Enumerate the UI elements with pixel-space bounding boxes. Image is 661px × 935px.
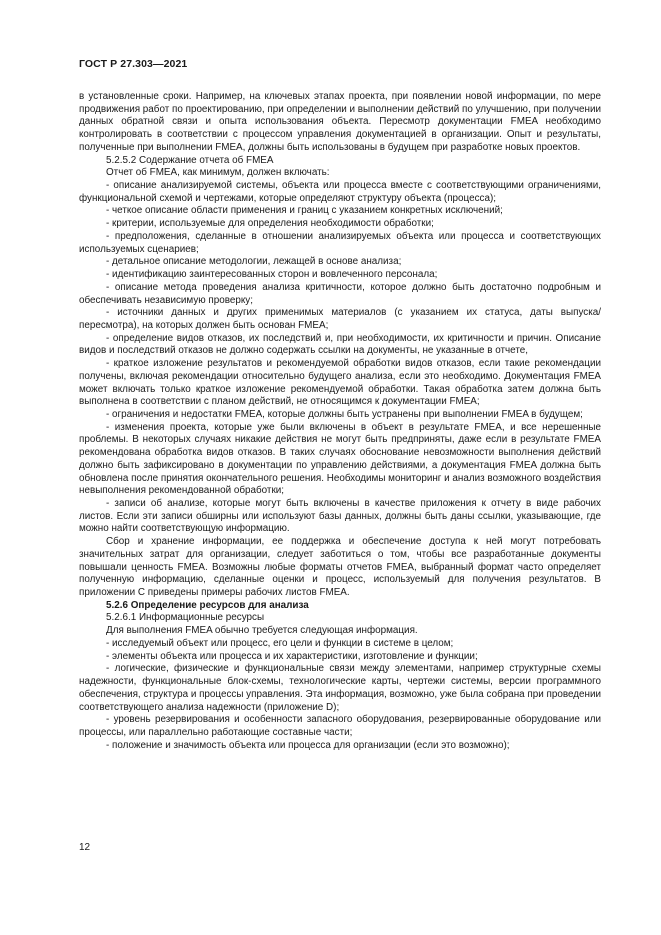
document-body [79,91,601,752]
list-item: - определение видов отказов, их последствий и, при необходимости, их критичности и причин. Описание видов и последствий отказов не должно содержать ссылки на документы, не указанные в отчете, [79,332,601,357]
list-item: - исследуемый объект или процесс, его цели и функции в системе в целом; [106,637,454,649]
list-item: - детальное описание методологии, лежащей в основе анализа; [106,256,402,268]
list-item: - записи об анализе, которые могут быть включены в качестве приложения к отчету в виде рабочих листов. Если эти записи обширны или используют базы данных, должны быть даны ссылки, указывающие, где можно найти соответствующую информацию. [79,498,601,535]
paragraph: Отчет об FMEA, как минимум, должен включать: [106,167,330,179]
list-item: - логические, физические и функциональные связи между элементами, например структурные схемы надежности, функциональные блок-схемы, технологические карты, чертежи системы, версии программного обеспечения, структура и процессы управления. Эта информация, возможно, уже была собрана при проведении соответствующего анализа надежности (приложение D); [79,663,601,713]
list-item: - изменения проекта, которые уже были включены в объект в результате FMEA, и все нерешенные проблемы. В некоторых случаях никакие действия не могут быть предприняты, даже если в результате FMEA рекомендована обработка видов отказов. В таких случаях обоснование невозможности выполнения действий должно быть зафиксировано в документации по управлению действиями, а документация FMEA должна быть обновлена после принятия окончательного решения. Необходимы мониторинг и анализ возможного воздействия невыполнения рекомендованной обработки; [79,421,601,497]
list-item: - идентификацию заинтересованных сторон и вовлеченного персонала; [106,269,438,281]
list-item: - критерии, используемые для определения необходимости обработки; [106,218,434,230]
page-number: 12 [79,842,91,853]
paragraph: Для выполнения FMEA обычно требуется следующая информация. [106,625,418,637]
page-header: ГОСТ Р 27.303—2021 [79,58,188,70]
subsection-heading: 5.2.6.1 Информационные ресурсы [106,612,265,624]
paragraph: Сбор и хранение информации, ее поддержка и обеспечение доступа к ней могут потребовать значительных затрат для организации, следует заботиться о том, чтобы все разработанные документы повышали ценность FMEA. Возможны любые форматы отчетов FMEA, выбранный формат часто определяет полученную информацию, сделанные оценки и процесс, используемый для получения результатов. В приложении С приведены примеры рабочих листов FMEA. [79,536,601,599]
list-item: - уровень резервирования и особенности запасного оборудования, резервированные оборудование или процессы, или параллельно работающие составные части; [79,714,601,738]
list-item: - описание метода проведения анализа критичности, которое должно быть достаточно подробным и обеспечивать независимую проверку; [79,281,601,306]
list-item: - ограничения и недостатки FMEA, которые должны быть устранены при выполнении FMEA в будущем; [106,408,583,420]
list-item: - описание анализируемой системы, объекта или процесса вместе с соответствующими ограничениями, функциональной схемой и чертежами, которые определяют структуру объекта (процесса); [79,180,601,204]
list-item: - источники данных и других применимых материалов (с указанием их статуса, даты выпуска/ пересмотра), на которых должен быть основан FMEA; [79,307,601,331]
list-item: - краткое изложение результатов и рекомендуемой обработки видов отказов, если такие рекомендации получены, включая рекомендации относительно будущего анализа, если это необходимо. Документация FMEA может включать только краткое изложение рекомендуемой обработки. Такая обработка затем должна быть выполнена в соответствии с планом действий, не относящимся к документации FMEA; [79,358,601,408]
list-item: - положение и значимость объекта или процесса для организации (если это возможно); [106,739,510,751]
list-item: - четкое описание области применения и границ с указанием конкретных исключений; [106,205,503,217]
paragraph: в установленные сроки. Например, на ключевых этапах проекта, при появлении новой информации, по мере продвижения работ по проектированию, при определении и выполнении действий по улучшению, при получении данных обратной связи и опыта использования объекта. Пересмотр документации FMEA необходимо контролировать в соответствии с процессом управления документацией в организации. Опыт и результаты, полученные при выполнении FMEA, должны быть использованы в будущем при разработке новых проектов. [79,91,601,153]
list-item: - предположения, сделанные в отношении анализируемых объекта или процесса и соответствующих используемых сценариев; [79,230,601,255]
subsection-heading: 5.2.5.2 Содержание отчета об FMEA [106,154,274,166]
list-item: - элементы объекта или процесса и их характеристики, изготовление и функции; [106,650,478,662]
section-heading: 5.2.6 Определение ресурсов для анализа [106,599,309,611]
